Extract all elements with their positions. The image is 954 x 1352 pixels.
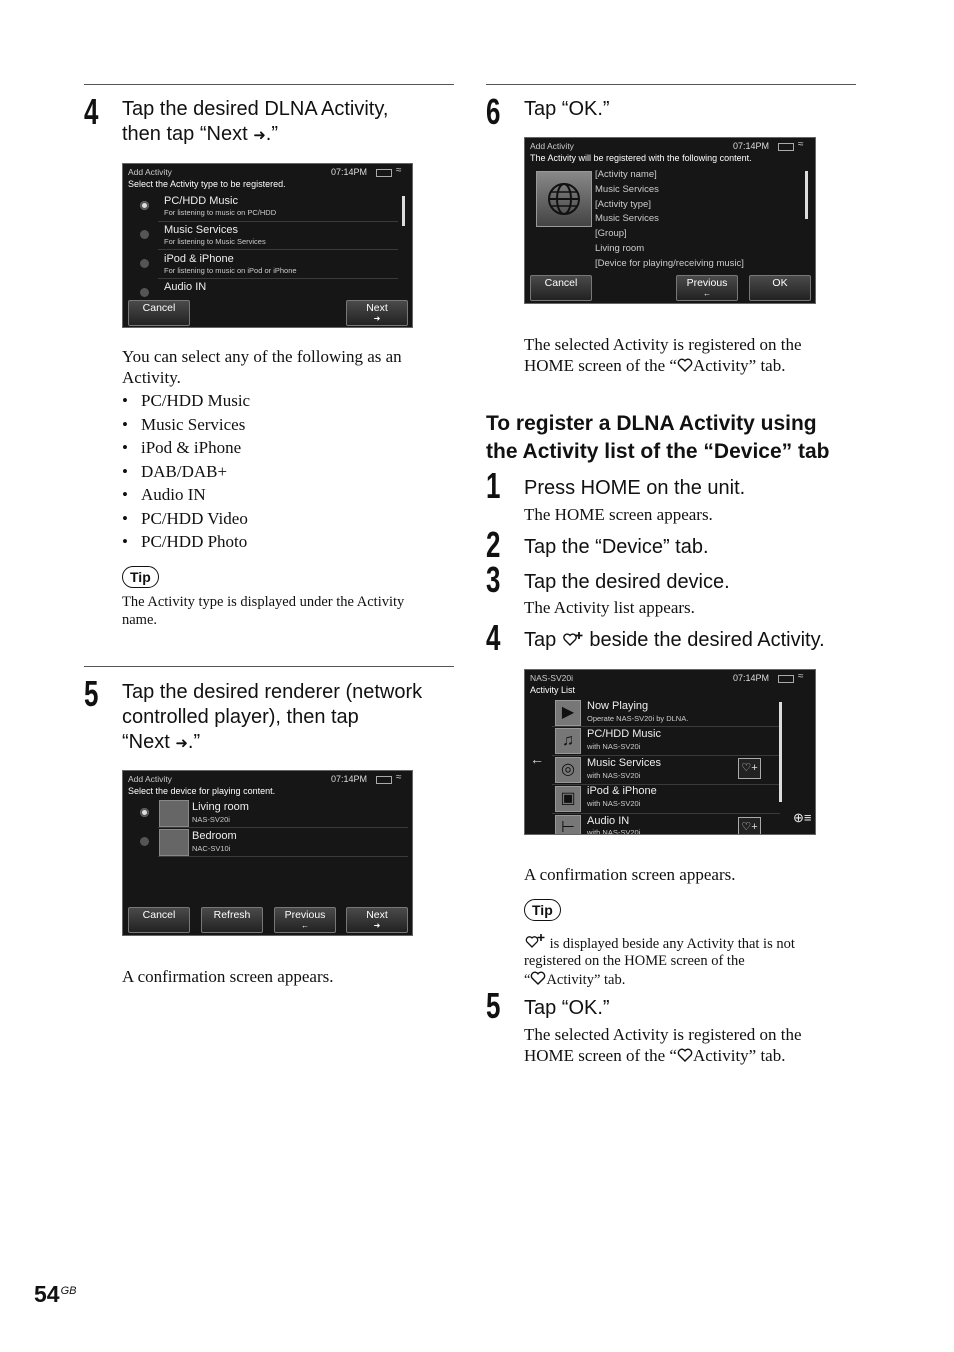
item-note: For listening to music on PC/HDD <box>164 208 277 217</box>
add-heart-button[interactable]: ♡+ <box>738 758 761 779</box>
item-note: Operate NAS-SV20i by DLNA. <box>587 714 689 723</box>
sub-step-4-title-a: Tap <box>524 629 557 651</box>
scrollbar[interactable] <box>805 171 808 219</box>
refresh-button[interactable] <box>201 907 263 933</box>
arrow-right-icon: ➜ <box>175 735 188 752</box>
refresh-label: Refresh <box>213 909 251 921</box>
ipod-icon: ▣ <box>555 786 581 812</box>
after-text-a: HOME screen of the “ <box>524 356 677 375</box>
section-heading-line2: the Activity list of the “Device” tab <box>486 440 830 463</box>
page-number-suffix: GB <box>60 1285 77 1297</box>
sub-step-5-number: 5 <box>486 985 501 1026</box>
previous-button[interactable] <box>274 907 336 933</box>
screen-time: 07:14PM <box>331 167 368 177</box>
step-5-number: 5 <box>84 673 99 714</box>
battery-icon <box>376 169 392 177</box>
device-thumbnail <box>159 829 189 856</box>
device-thumbnail <box>159 800 189 827</box>
tip-line3-text-b: Activity” tab. <box>546 972 626 988</box>
step-5-title-end: .” <box>187 731 201 753</box>
tip-line1: The Activity type is displayed under the Activity <box>122 594 405 610</box>
back-arrow-icon[interactable]: ← <box>530 751 544 767</box>
scrollbar[interactable] <box>779 702 782 802</box>
activity-detail-lines <box>595 168 744 272</box>
item-label: iPod & iPhone <box>164 253 234 265</box>
list-item: • Audio IN <box>122 483 442 507</box>
music-note-icon: ♫ <box>555 728 581 754</box>
heart-icon <box>677 358 693 372</box>
screen-subtitle: The Activity will be registered with the following content. <box>530 153 752 163</box>
wifi-icon: ≈ <box>396 165 402 176</box>
screen-title: Add Activity <box>128 167 172 177</box>
step-5-title-line2: controlled player), then tap <box>122 706 359 728</box>
item-note: For listening to Music Services <box>164 237 266 246</box>
cancel-label: Cancel <box>142 909 176 921</box>
heart-icon <box>677 1048 693 1062</box>
step-4-description <box>122 346 452 388</box>
screen-title: Add Activity <box>128 774 172 784</box>
item-label: Audio IN <box>587 815 630 827</box>
cancel-button[interactable] <box>128 300 190 326</box>
item-label: iPod & iPhone <box>587 785 657 797</box>
step-5-title <box>122 680 454 756</box>
sub-step-3-title: Tap the desired device. <box>524 571 730 593</box>
after-text-b: Activity” tab. <box>692 356 786 375</box>
tip-line1 <box>524 933 854 954</box>
play-icon: ▶ <box>555 700 581 726</box>
tip-line2: name. <box>122 612 158 628</box>
ok-button[interactable] <box>749 275 811 301</box>
desc-text-a: HOME screen of the “ <box>524 1046 677 1065</box>
sub-step-3-number: 3 <box>486 559 501 600</box>
wifi-icon: ≈ <box>798 139 804 150</box>
list-item: • DAB/DAB+ <box>122 460 442 484</box>
section-heading <box>486 410 866 466</box>
screen-time: 07:14PM <box>733 673 770 683</box>
sub-step-5-desc <box>524 1024 854 1066</box>
arrow-left-icon: ← <box>703 289 711 298</box>
screen-title: Add Activity <box>530 141 574 151</box>
page-number <box>34 1281 77 1308</box>
sub-step-3-desc: The Activity list appears. <box>524 598 695 617</box>
tip-text <box>122 593 452 629</box>
detail-line: [Device for playing/receiving music] <box>595 257 744 269</box>
item-note: with NAS-SV20i <box>587 799 641 808</box>
cancel-label: Cancel <box>142 302 176 314</box>
item-label: Music Services <box>164 224 238 236</box>
detail-line: Music Services <box>595 213 659 225</box>
item-label: Music Services <box>587 757 661 769</box>
item-label: Now Playing <box>587 700 649 712</box>
step-4-title-end: .” <box>265 123 278 145</box>
cancel-label: Cancel <box>544 277 578 289</box>
step-6-number: 6 <box>486 91 501 132</box>
step-5-title-line3 <box>122 730 454 756</box>
globe-icon: ◎ <box>555 757 581 783</box>
arrow-right-icon: ➜ <box>373 314 381 323</box>
sub-step-4-number: 4 <box>486 617 501 658</box>
list-item: • PC/HDD Photo <box>122 530 442 554</box>
globe-icon <box>536 171 592 227</box>
scrollbar[interactable] <box>402 196 405 226</box>
wifi-icon: ≈ <box>798 671 804 682</box>
battery-icon <box>376 776 392 784</box>
tip-line3 <box>524 971 854 990</box>
screen-time: 07:14PM <box>733 141 770 151</box>
step-4-number: 4 <box>84 91 99 132</box>
radio-unselected[interactable] <box>140 288 149 297</box>
add-heart-button[interactable]: ♡+ <box>738 817 761 835</box>
detail-line: [Activity type] <box>595 198 651 210</box>
step-6-title: Tap “OK.” <box>524 98 610 120</box>
desc-text-b: Activity” tab. <box>692 1046 786 1065</box>
screen-subtitle: Select the device for playing content. <box>128 786 276 796</box>
step-4-title <box>122 97 452 148</box>
screen-confirm-activity <box>524 137 816 304</box>
screen-title: NAS-SV20i <box>530 673 573 683</box>
next-label: Next <box>366 909 388 921</box>
step-4-title-text: then tap “Next <box>122 123 254 145</box>
activity-type-list <box>122 389 442 554</box>
left-top-rule <box>84 84 454 85</box>
after-line2 <box>524 355 854 376</box>
add-heart-icon <box>562 630 584 648</box>
desc-line2: Activity. <box>122 368 181 387</box>
radio-unselected[interactable] <box>140 230 149 239</box>
step-5-title-line1: Tap the desired renderer (network <box>122 681 423 703</box>
tip-text <box>524 933 854 990</box>
item-note: with NAS-SV20i <box>587 828 641 835</box>
detail-line: Living room <box>595 242 645 254</box>
previous-label: Previous <box>284 909 326 921</box>
audio-in-icon: ⊢ <box>555 815 581 835</box>
tip-line2: registered on the HOME screen of the <box>524 953 745 969</box>
item-label: PC/HDD Music <box>164 195 238 207</box>
arrow-right-icon: ➜ <box>373 921 381 930</box>
screen-subtitle: Select the Activity type to be registered. <box>128 179 286 189</box>
battery-icon <box>778 675 794 683</box>
next-button[interactable] <box>346 907 408 933</box>
cancel-button[interactable] <box>530 275 592 301</box>
item-note: For listening to music on iPod or iPhone <box>164 266 297 275</box>
tip-line3-text-a: “ <box>524 972 531 988</box>
step-5-after: A confirmation screen appears. <box>122 967 334 986</box>
step-6-after <box>524 334 854 376</box>
step-4-title-line2 <box>122 122 452 148</box>
sub-step-4-title <box>524 628 825 653</box>
add-list-icon[interactable]: ⊕≡ <box>793 810 812 825</box>
wifi-icon: ≈ <box>396 772 402 783</box>
left-mid-rule <box>84 666 454 667</box>
radio-selected[interactable] <box>140 201 149 210</box>
item-note: NAS-SV20i <box>192 815 230 824</box>
next-label: Next <box>366 302 388 314</box>
ok-label: OK <box>772 277 788 289</box>
section-heading-line1: To register a DLNA Activity using <box>486 412 817 435</box>
detail-line: Music Services <box>595 183 659 195</box>
sub-step-1-title: Press HOME on the unit. <box>524 477 746 499</box>
previous-label: Previous <box>686 277 728 289</box>
item-label: Audio IN <box>164 281 207 293</box>
item-label: Bedroom <box>192 830 237 842</box>
arrow-left-icon: ← <box>301 921 309 930</box>
list-item: • PC/HDD Music <box>122 389 442 413</box>
item-label: PC/HDD Music <box>587 728 661 740</box>
radio-selected[interactable] <box>140 808 149 817</box>
next-button[interactable] <box>346 300 408 326</box>
desc-line1: The selected Activity is registered on the <box>524 1025 802 1044</box>
cancel-button[interactable] <box>128 907 190 933</box>
sub-step-5-title: Tap “OK.” <box>524 997 610 1019</box>
detail-line: [Group] <box>595 228 627 240</box>
heart-icon <box>530 971 546 985</box>
list-item: • iPod & iPhone <box>122 436 442 460</box>
radio-unselected[interactable] <box>140 837 149 846</box>
sub-step-4-after: A confirmation screen appears. <box>524 865 736 884</box>
list-item: • PC/HDD Video <box>122 507 442 531</box>
arrow-right-icon: ➜ <box>253 127 266 144</box>
detail-line: [Activity name] <box>595 169 657 180</box>
sub-step-4-title-b: beside the desired Activity. <box>589 629 825 651</box>
step-4-title-line1: Tap the desired DLNA Activity, <box>122 98 389 120</box>
screen-time: 07:14PM <box>331 774 368 784</box>
tip-badge: Tip <box>122 566 159 588</box>
item-note: with NAS-SV20i <box>587 771 641 780</box>
tip-line1-text: is displayed beside any Activity that is not <box>549 936 795 952</box>
sub-step-1-desc: The HOME screen appears. <box>524 505 713 524</box>
screen-subtitle: Activity List <box>530 685 576 695</box>
item-note: NAC-SV10i <box>192 844 231 853</box>
after-line1: The selected Activity is registered on the <box>524 335 802 354</box>
sub-step-2-title: Tap the “Device” tab. <box>524 536 709 558</box>
previous-button[interactable] <box>676 275 738 301</box>
radio-unselected[interactable] <box>140 259 149 268</box>
list-item: • Music Services <box>122 413 442 437</box>
sub-step-1-number: 1 <box>486 465 501 506</box>
screen-select-device <box>122 770 413 936</box>
right-top-rule <box>486 84 856 85</box>
screen-add-activity-type <box>122 163 413 328</box>
item-label: Living room <box>192 801 249 813</box>
screen-activity-list <box>524 669 816 835</box>
battery-icon <box>778 143 794 151</box>
step-5-title-text: “Next <box>122 731 176 753</box>
sub-step-2-number: 2 <box>486 524 501 565</box>
desc-line2 <box>524 1045 854 1066</box>
page-number-value: 54 <box>34 1281 60 1307</box>
desc-line1: You can select any of the following as an <box>122 347 402 366</box>
item-note: with NAS-SV20i <box>587 742 641 751</box>
globe-svg <box>537 172 591 226</box>
add-heart-icon <box>524 933 546 949</box>
tip-badge: Tip <box>524 899 561 921</box>
